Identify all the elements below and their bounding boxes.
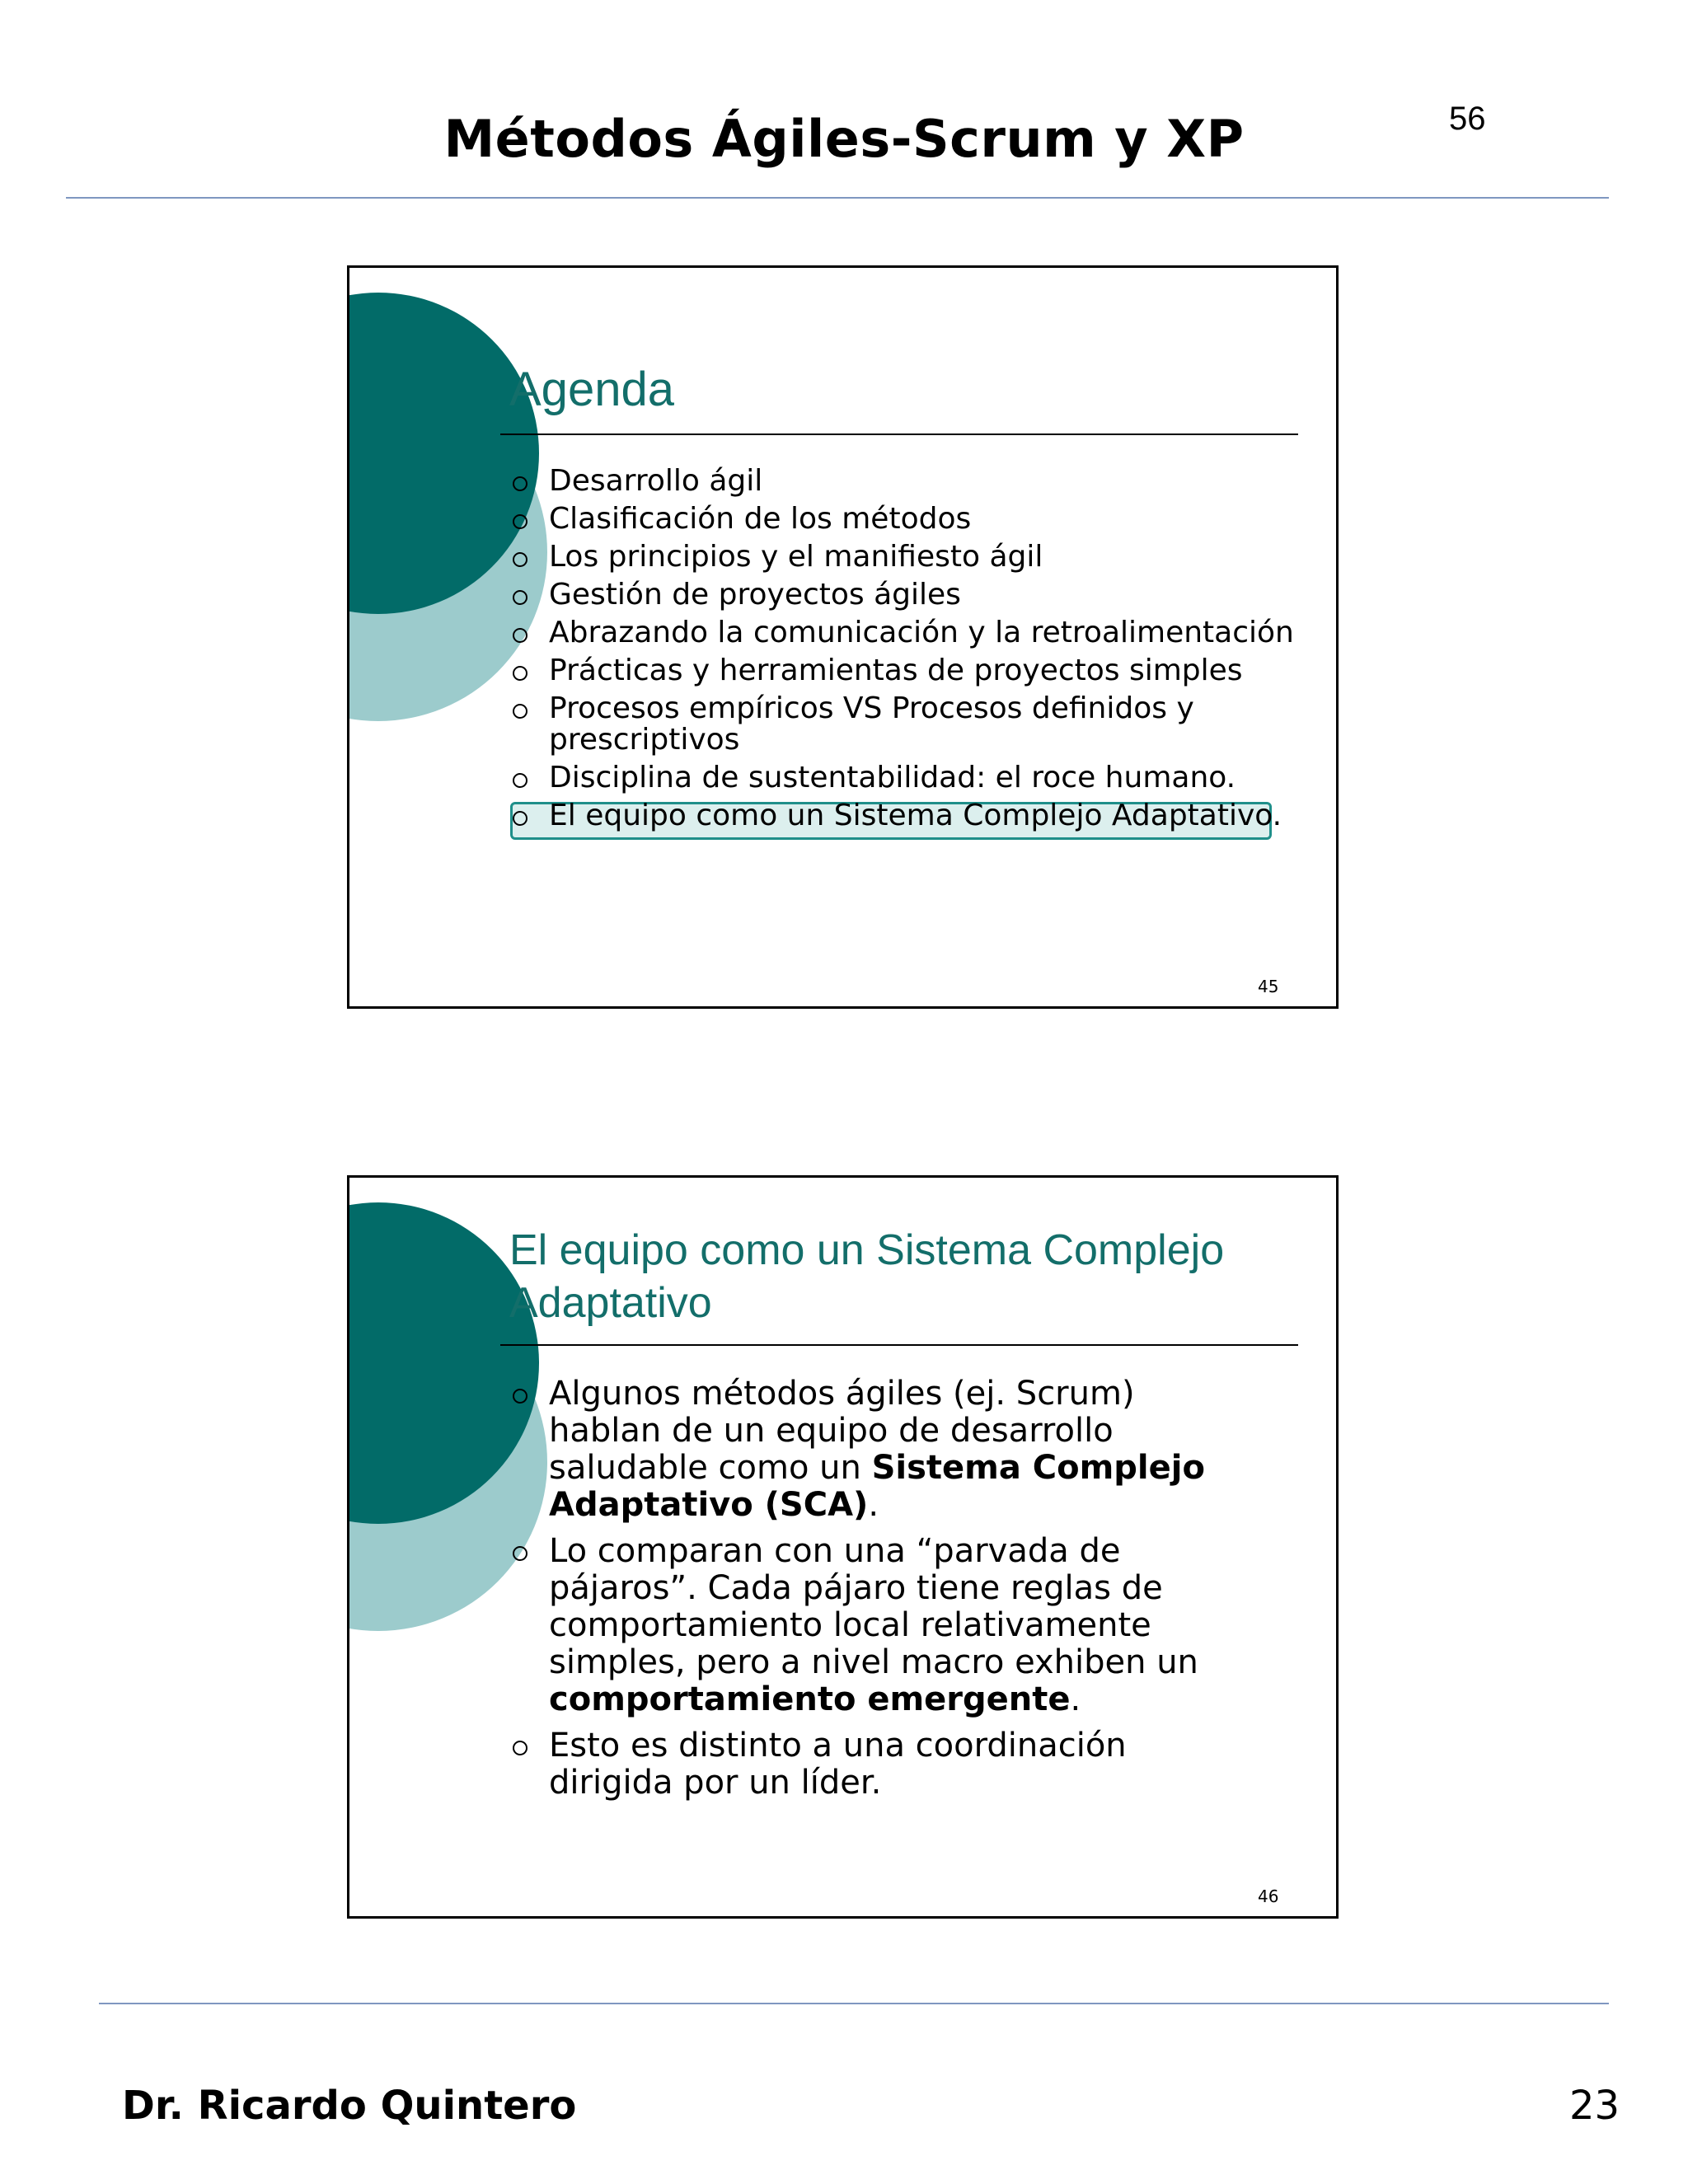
list-item: Desarrollo ágil: [509, 466, 1309, 497]
list-item: Esto es distinto a una coordinación dirigida por un líder.: [509, 1727, 1251, 1802]
circle-bullet-icon: [513, 1546, 528, 1561]
list-item: Prácticas y herramientas de proyectos simples: [509, 655, 1309, 687]
slide-title: El equipo como un Sistema Complejo Adaptativo: [509, 1226, 1225, 1327]
list-item: Lo comparan con una “parvada de pájaros”. Cada pájaro tiene reglas de comportamiento local relativamente simples, pero a nivel macro exhiben un comportamiento emergente.: [509, 1533, 1251, 1718]
slide-title: Agenda: [509, 363, 674, 416]
header-divider: [66, 197, 1609, 199]
list-item: Algunos métodos ágiles (ej. Scrum) hablan de un equipo de desarrollo saludable como un Sistema Complejo Adaptativo (SCA).: [509, 1376, 1251, 1524]
page-title: Métodos Ágiles-Scrum y XP: [443, 109, 1245, 169]
author-name: Dr. Ricardo Quintero: [122, 2083, 577, 2129]
slide-title-divider: [500, 434, 1298, 435]
list-item: Procesos empíricos VS Procesos definidos y prescriptivos: [509, 693, 1309, 756]
circle-bullet-icon: [513, 666, 528, 681]
content-list: [509, 1376, 1251, 1811]
list-item: Abrazando la comunicación y la retroalimentación: [509, 617, 1309, 649]
agenda-list: [509, 466, 1309, 838]
circle-bullet-icon: [513, 476, 528, 491]
slide-thumbnail-45: [347, 265, 1339, 1009]
footer-divider: [99, 2003, 1609, 2004]
slide-thumbnail-46: [347, 1175, 1339, 1919]
list-item: Disciplina de sustentabilidad: el roce humano.: [509, 762, 1309, 794]
slide-number: 46: [1258, 1886, 1279, 1906]
circle-bullet-icon: [513, 704, 528, 719]
slide-title-divider: [500, 1344, 1298, 1346]
circle-bullet-icon: [513, 811, 528, 826]
list-item: Gestión de proyectos ágiles: [509, 579, 1309, 611]
footer-page-number: 23: [1569, 2083, 1620, 2129]
page-number: 56: [1449, 101, 1486, 137]
circle-bullet-icon: [513, 1741, 528, 1755]
circle-bullet-icon: [513, 628, 528, 643]
circle-bullet-icon: [513, 514, 528, 529]
slide-number: 45: [1258, 977, 1279, 996]
list-item: El equipo como un Sistema Complejo Adaptativo.: [509, 800, 1309, 832]
list-item: Clasificación de los métodos: [509, 504, 1309, 535]
circle-bullet-icon: [513, 552, 528, 567]
circle-bullet-icon: [513, 590, 528, 605]
circle-bullet-icon: [513, 773, 528, 788]
circle-bullet-icon: [513, 1389, 528, 1404]
list-item: Los principios y el manifiesto ágil: [509, 541, 1309, 573]
